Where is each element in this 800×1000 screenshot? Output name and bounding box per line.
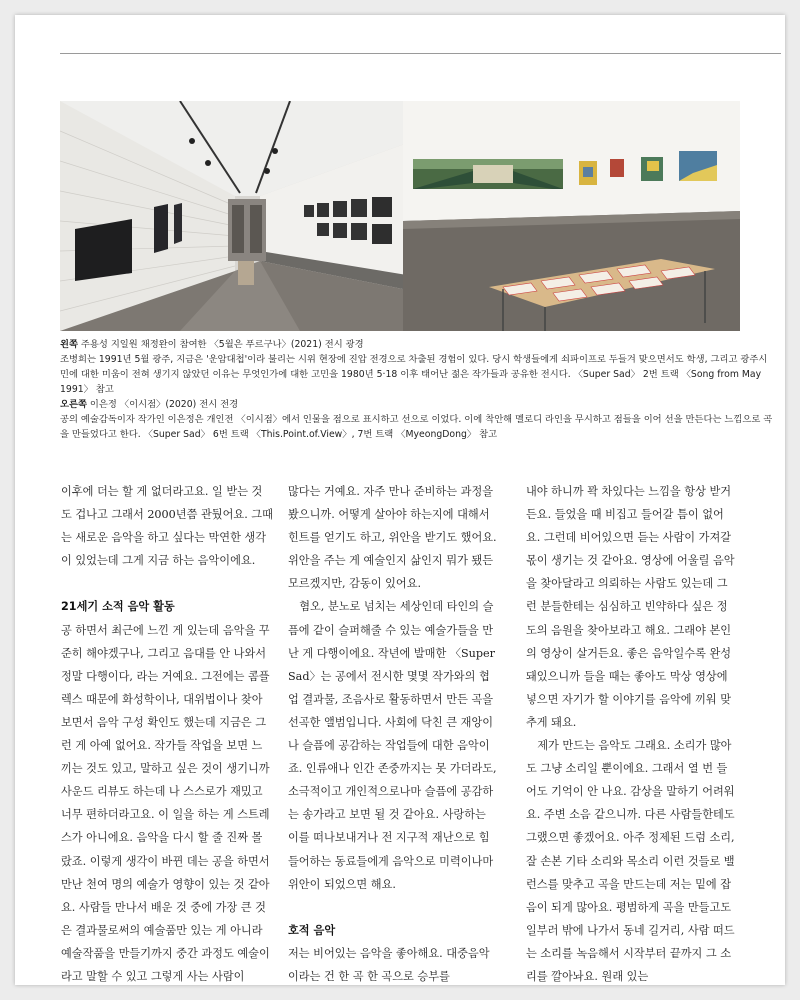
- paragraph: 공 하면서 최근에 느낀 게 있는데 음악을 꾸준히 해야겠구나, 그리고 음대를 안 나와서 정말 다행이다, 라는 거예요. 그전에는 콤플렉스 때문에 화성학이나, 대위법이나 찾아보면서 음악 구성 확인도 했는데 지금은 그런 게 아예 없어요. 작가들 작업을 보면 느끼는 것도 있고, 말하고 싶은 것이 생기니까 사운드 리뷰도 하는데 나 스스로가 재밌고 너무 편하더라고요. 이 일을 하는 게 스트레스가 아니에요. 음악을 다시 할 줄 진짜 몰랐죠. 이렇게 생각이 바뀐 데는 공을 하면서 만난 천여 명의 예술가 영향이 있는 것 같아요. 사람들 만나서 배운 것 중에 가장 큰 것은 결과물로써의 예술품만 있는 게 아니라 예술작품을 만들기까지 중간 과정도 예술이라고 말할 수 있고 그렇게 사는 사람이: [61, 623, 270, 983]
- paragraph: 내야 하니까 꽉 차있다는 느낌을 항상 받거든요. 들었을 때 비집고 들어갈 틈이 없어요. 그런데 비어있으면 듣는 사람이 가져갈 몫이 생기는 것 같아요. 영상에 어울릴 음악을 찾아달라고 의뢰하는 사람도 있는데 그런 분들한테는 심심하고 빈약하다 싶은 정도의 음원을 찾아보라고 해요. 그래야 본인의 영상이 살거든요. 좋은 음악일수록 완성돼있으니까 들을 때는 좋아도 막상 영상에 넣으면 자기가 할 이야기를 음악에 끼워 맞추게 돼요.: [526, 485, 735, 729]
- caption-right-desc: 공의 예술감독이자 작가인 이은정은 개인전 〈이시점〉에서 인물을 점으로 표시하고 선으로 이었다. 이에 착안해 멜로디 라인을 무시하고 점들을 이어 선을 만든다는 느낌으로 곡을 만들었다고 한다. 〈Super Sad〉 6번 트랙 〈This.Point.of.View〉, 7번 트랙 〈MyeongDong〉 참고: [60, 414, 773, 440]
- caption-left-label: 왼쪽: [60, 339, 78, 350]
- caption-left-desc: 조병희는 1991년 5월 광주, 지금은 '운암대첩'이라 불리는 시위 현장에 진압 전경으로 차출된 경험이 있다. 당시 학생들에게 쇠파이프로 두들겨 맞으면서도 학생, 그리고 광주시민에 대한 미움이 전혀 생기지 않았던 이유는 무엇인가에 대한 고민을 1980년 5·18 이후 태어난 젊은 작가들과 공유한 전시다. 〈Super Sad〉 2번 트랙 〈Song from May 1991〉 참고: [60, 354, 768, 395]
- caption-left-title: [60, 337, 775, 352]
- caption-right-title: [60, 397, 775, 412]
- section-heading: 21세기 소적 음악 활동: [61, 600, 175, 614]
- section-heading: 호적 음악: [288, 923, 336, 937]
- body-column-3: [526, 480, 738, 988]
- body-column-1: [61, 480, 273, 988]
- magazine-page: [15, 15, 785, 985]
- caption-right-title-text: 이은정 〈이시점〉(2020) 전시 전경: [86, 399, 239, 410]
- paragraph: 제가 만드는 음악도 그래요. 소리가 많아도 그냥 소리일 뿐이에요. 그래서 열 번 들어도 기억이 안 나요. 감상을 말하기 어려워요. 주변 소음 같으니까. 다른 사람들한테도 그랬으면 좋겠어요. 아주 정제된 드럼 소리, 잘 손본 기타 소리와 목소리 이런 것들로 밸런스를 맞추고 곡을 만드는데 저는 밑에 잡음이 되게 많아요. 평범하게 곡을 만들고도 일부러 밖에 나가서 동네 길거리, 사람 떠드는 소리를 녹음해서 시작부터 끝까지 그 소리를 깔아놔요. 원래 있는: [526, 739, 735, 983]
- paragraph: 많다는 거예요. 자주 만나 준비하는 과정을 봤으니까. 어떻게 살아야 하는지에 대해서 힌트를 얻기도 하고, 위안을 받기도 했어요. 위안을 주는 게 예술인지 삶인지 뭐가 됐든 모르겠지만, 감동이 있어요.: [288, 485, 497, 591]
- paragraph: 이후에 더는 할 게 없더라고요. 일 받는 것도 겁나고 그래서 2000년쯤 관뒀어요. 그때는 새로운 음악을 하고 싶다는 막연한 생각이 있었는데 그게 지금 하는 음악이에요.: [61, 485, 273, 568]
- paragraph: 저는 비어있는 음악을 좋아해요. 대중음악이라는 건 한 곡 한 곡으로 승부를: [288, 946, 490, 983]
- caption-left-title-text: 주용성 지일원 채정완이 참여한 〈5월은 푸르구나〉(2021) 전시 광경: [77, 339, 364, 350]
- exhibition-photo-right: [403, 101, 740, 331]
- body-column-2: [288, 480, 500, 988]
- photo-caption: [60, 337, 775, 442]
- exhibition-photo-left: [60, 101, 413, 331]
- caption-right-label: 오른쪽: [60, 399, 87, 410]
- top-rule: [60, 53, 781, 54]
- paragraph: 혐오, 분노로 넘치는 세상인데 타인의 슬픔에 같이 슬퍼해줄 수 있는 예술가들을 만난 게 다행이에요. 작년에 발매한 〈Super Sad〉는 공에서 전시한 몇몇 작가와의 협업 결과물, 조음사로 활동하면서 만든 곡을 선곡한 앨범입니다. 사회에 닥친 큰 재앙이나 슬픔에 공감하는 작업들에 대한 음악이죠. 인류애나 인간 존중까지는 못 가더라도, 소극적이고 개인적으로나마 슬픔에 공감하는 송가라고 보면 될 것 같아요. 사랑하는 이를 떠나보내거나 전 지구적 재난으로 힘들어하는 동료들에게 음악으로 미력이나마 위안이 되었으면 해요.: [288, 600, 497, 891]
